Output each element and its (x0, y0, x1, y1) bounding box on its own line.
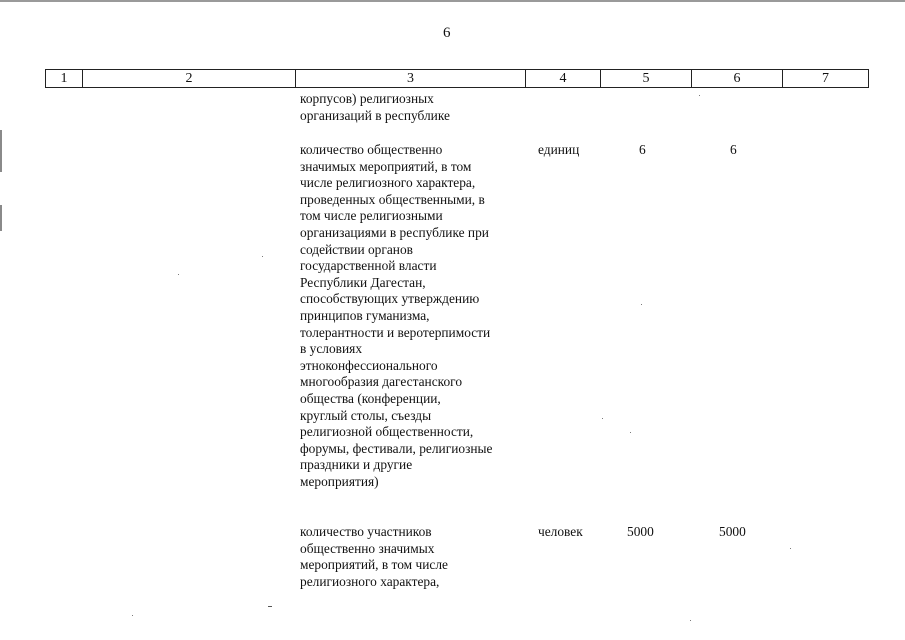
indicator-line: в условиях (300, 341, 363, 357)
indicator-line: праздники и другие (300, 457, 413, 473)
scan-left-mark (0, 205, 2, 231)
scan-speck (132, 615, 133, 616)
scan-speck (699, 95, 700, 96)
value-col5-cell: 5000 (627, 524, 654, 539)
scan-speck (690, 620, 691, 621)
indicator-line: способствующих утверждению (300, 291, 480, 307)
indicator-line: толерантности и веротерпимости (300, 324, 491, 340)
indicator-text (300, 142, 525, 490)
scan-speck (641, 304, 642, 305)
indicator-line: значимых мероприятий, в том (300, 158, 472, 174)
indicator-line: круглый столы, съезды (300, 407, 432, 423)
indicator-line: религиозной общественности, (300, 424, 474, 440)
indicator-line: проведенных общественными, в (300, 191, 485, 207)
indicator-line: организациями в республике при (300, 224, 489, 240)
table-header-cell: 1 (60, 71, 68, 86)
scan-speck (630, 432, 631, 433)
indicator-line: форумы, фестивали, религиозные (300, 440, 493, 456)
indicator-line: том числе религиозными (300, 208, 443, 224)
indicator-line: мероприятий, в том числе (300, 557, 448, 573)
indicator-line: числе религиозного характера, (300, 175, 476, 191)
indicator-line: многообразия дагестанского (300, 374, 463, 390)
indicator-line: государственной власти (300, 258, 437, 274)
table-header-row (45, 69, 869, 88)
table-header-cell: 4 (559, 71, 567, 86)
indicator-line: религиозного характера, (300, 573, 440, 589)
value-col6-cell: 5000 (719, 524, 746, 539)
scan-top-edge (0, 0, 905, 2)
indicator-line: мероприятия) (300, 473, 379, 489)
page-number: 6 (443, 25, 451, 41)
scan-speck (790, 548, 791, 549)
indicator-line: общественно значимых (300, 540, 435, 556)
scan-speck (262, 256, 263, 257)
indicator-line: количество участников (300, 524, 432, 539)
table-header-cell: 5 (642, 71, 650, 86)
scan-dash (268, 606, 272, 607)
indicator-text (300, 524, 525, 590)
scan-speck (178, 274, 179, 275)
value-col6-cell: 6 (730, 142, 737, 157)
scan-left-mark (0, 130, 2, 172)
indicator-line: содействии органов (300, 241, 413, 257)
unit-cell: единиц (538, 142, 580, 157)
value-col5-cell: 6 (639, 142, 646, 157)
indicator-line: принципов гуманизма, (300, 307, 430, 323)
table-header-cell: 7 (822, 71, 829, 86)
unit-cell: человек (538, 524, 583, 539)
table-header-cell: 2 (185, 71, 193, 86)
indicator-line: корпусов) религиозных (300, 91, 434, 106)
indicator-line: общества (конференции, (300, 390, 441, 406)
table-header-cell: 6 (733, 71, 741, 86)
indicator-line: организаций в республике (300, 107, 450, 123)
table-header-cell: 3 (407, 71, 414, 86)
indicator-line: Республики Дагестан, (300, 274, 426, 290)
indicator-line: количество общественно (300, 142, 443, 157)
scan-speck (602, 418, 603, 419)
indicator-line: этноконфессионального (300, 357, 438, 373)
indicator-text (300, 91, 525, 124)
